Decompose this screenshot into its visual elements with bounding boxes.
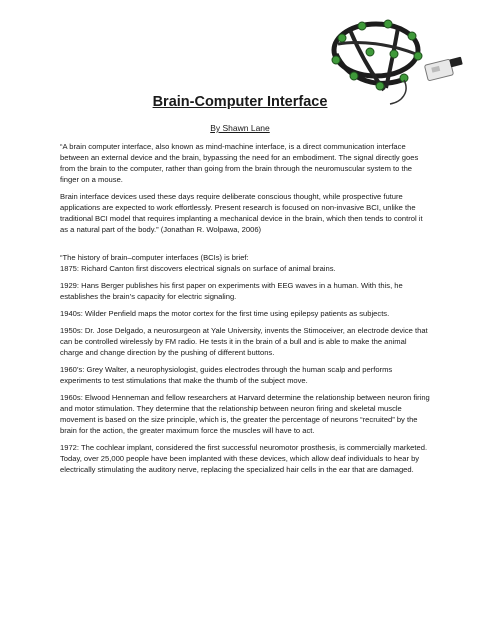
history-entry-1950s: 1950s: Dr. Jose Delgado, a neurosurgeon at Yale University, invents the Stimoceiver, an electrode device that can be controlled wirelessly by FM radio. He tests it in the brain of a bull and is able to make the animal charge and change direction by the pushing of different buttons.: [60, 326, 428, 357]
document-title: Brain-Computer Interface: [152, 94, 328, 110]
history-entry-1960s-henneman: 1960s: Elwood Henneman and fellow researchers at Harvard determine the relationship between neuron firing and motor stimulation. They determine that the relationship between neuron firing and skeletal muscle movement is based on the size principle, which is, the greater the percentage of neurons “recruited” by the brain for the action, the greater maximum force the muscles will have to act.: [60, 393, 430, 435]
paragraph-definition: “A brain computer interface, also known as mind-machine interface, is a direct communication interface between an external device and the brain, bypassing the need for an embodiment. The signal directly goes from the brain to the computer, rather than going from the brain through the neuromuscular system to the finger on a mouse.: [60, 142, 419, 184]
history-intro: “The history of brain–computer interfaces (BCIs) is brief:: [60, 253, 249, 262]
history-entry-1940s: 1940s: Wilder Penfield maps the motor cortex for the first time using epilepsy patients as subjects.: [60, 309, 390, 318]
history-entry-1960s-walter: 1960’s: Grey Walter, a neurophysiologist, guides electrodes through the human scalp and performs experiments to test stimulations that make the thumb of the subject move.: [60, 365, 393, 385]
author-byline: By Shawn Lane: [210, 123, 270, 133]
document-body: [60, 141, 430, 481]
history-entry-1929: 1929: Hans Berger publishes his first paper on experiments with EEG waves in a human. With this, he establishes the brain’s capacity for electric signaling.: [60, 281, 403, 301]
paragraph-current-research: Brain interface devices used these days require deliberate conscious thought, while prospective future applications are expected to work effortlessly. Present research is focused on non-invasive BCI, unlike the traditional BCI model that requires implanting a mechanical device in the brain, which then tends to control it as a natural part of the body.” (Jonathan R. Wolpawa, 2006): [60, 192, 423, 234]
history-entry-1875: 1875: Richard Canton first discovers electrical signals on surface of animal brains.: [60, 264, 336, 273]
history-entry-1972: 1972: The cochlear implant, considered the first successful neuromotor prosthesis, is commercially marketed. Today, over 25,000 people have been implanted with these devices, which allow deaf individuals to hear by electrically stimulating the auditory nerve, replacing the specialized hair cells in the ear that are damaged.: [60, 443, 428, 474]
